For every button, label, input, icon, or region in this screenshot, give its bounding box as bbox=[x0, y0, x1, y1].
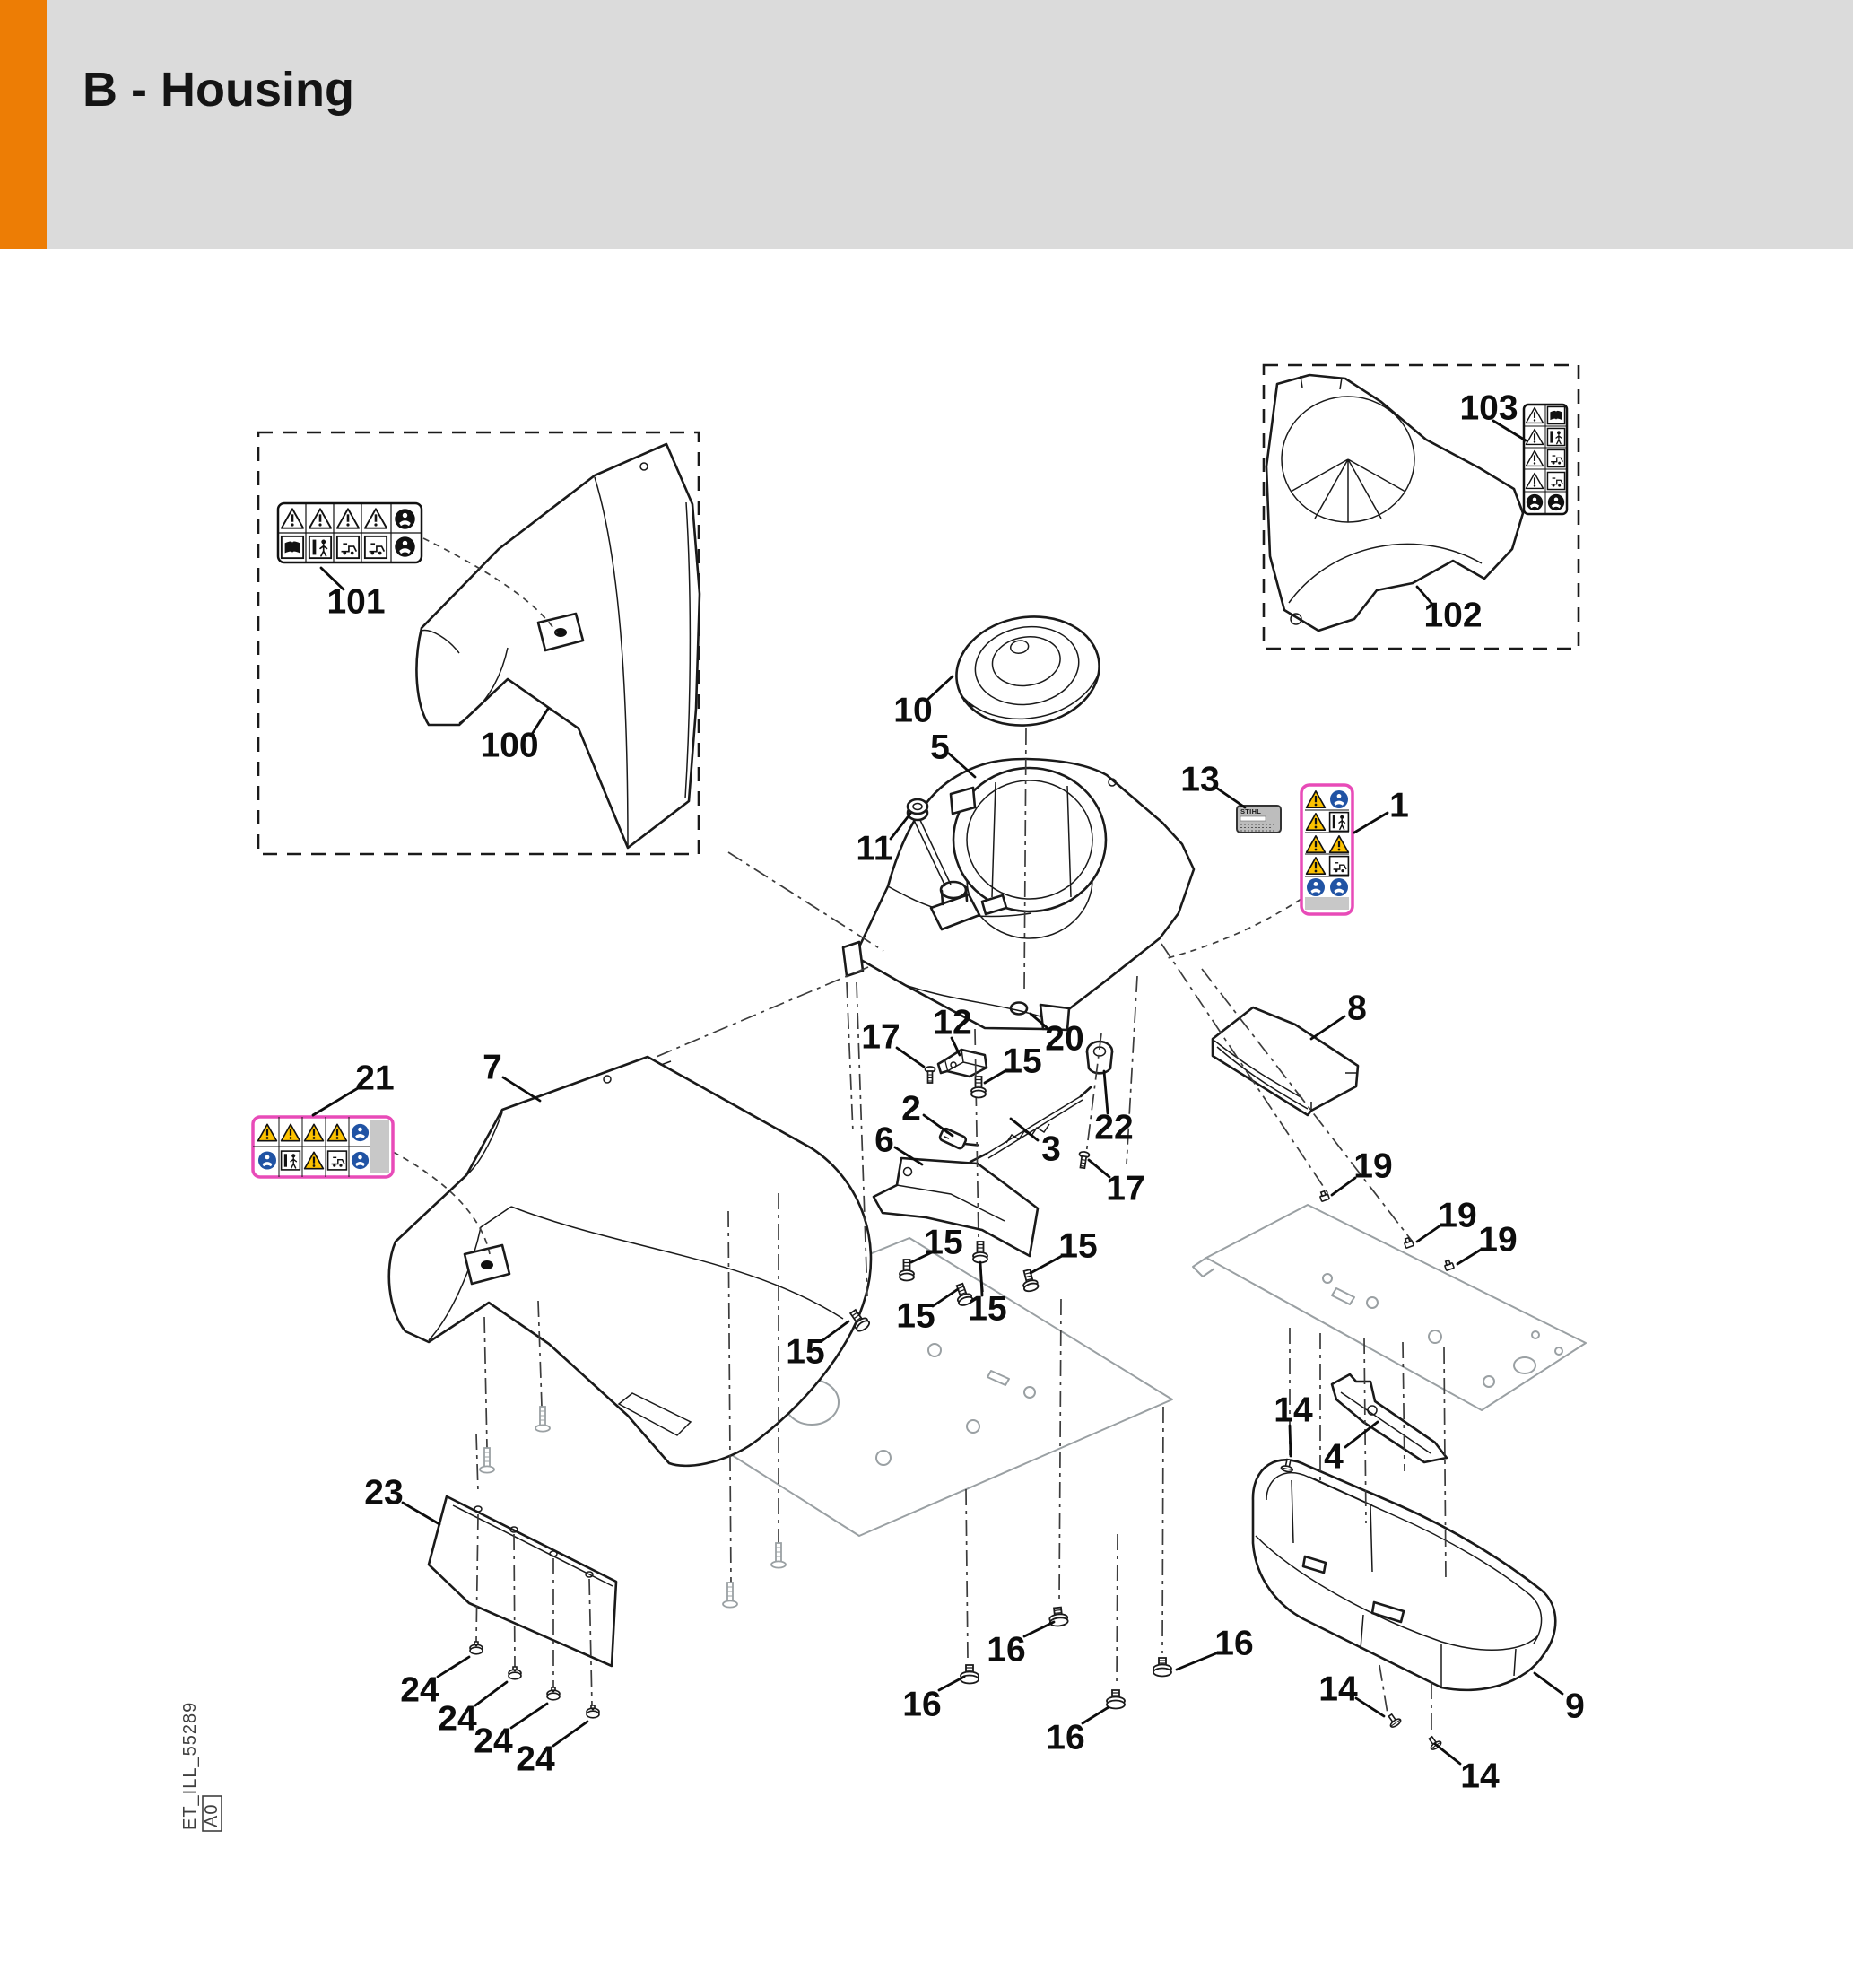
part-callout-6-9: 6 bbox=[874, 1120, 894, 1160]
part-callout-7-10: 7 bbox=[483, 1048, 502, 1087]
part-callout-15-23: 15 bbox=[896, 1296, 935, 1336]
part-callout-24-39: 24 bbox=[400, 1670, 439, 1710]
warning-label-1 bbox=[1301, 785, 1353, 914]
part-callout-24-40: 24 bbox=[438, 1699, 477, 1739]
callout-leader-24-41 bbox=[511, 1704, 547, 1728]
part-7-lower-housing bbox=[389, 1057, 871, 1466]
part-callout-16-26: 16 bbox=[987, 1630, 1026, 1670]
part-callout-2-5: 2 bbox=[901, 1089, 921, 1129]
callout-leader-24-40 bbox=[475, 1682, 507, 1705]
callout-leader-8-11 bbox=[1311, 1016, 1344, 1039]
callout-leader-24-39 bbox=[438, 1657, 469, 1677]
callout-leader-15-22 bbox=[1031, 1256, 1062, 1273]
callout-leader-7-10 bbox=[503, 1077, 540, 1101]
part-callout-16-28: 16 bbox=[1046, 1718, 1085, 1757]
callout-leader-16-29 bbox=[1177, 1653, 1216, 1670]
callout-leader-17-30 bbox=[897, 1048, 924, 1067]
header-accent-bar bbox=[0, 0, 47, 248]
part-callout-15-21: 15 bbox=[924, 1223, 963, 1262]
part-callout-12-15: 12 bbox=[933, 1003, 972, 1042]
part-callout-16-29: 16 bbox=[1214, 1624, 1254, 1663]
part-callout-11-14: 11 bbox=[856, 829, 893, 868]
callout-leader-4-7 bbox=[1345, 1422, 1378, 1447]
part-callout-19-32: 19 bbox=[1353, 1147, 1393, 1186]
part-callout-23-38: 23 bbox=[364, 1473, 404, 1513]
part-8-deflector bbox=[1213, 1007, 1358, 1115]
part-callout-14-17: 14 bbox=[1274, 1391, 1313, 1430]
warning-label-103 bbox=[1524, 405, 1567, 514]
callout-leader-16-26 bbox=[1024, 1622, 1054, 1636]
part-11-nut bbox=[908, 799, 927, 820]
callout-leader-2-5 bbox=[924, 1115, 953, 1136]
part-callout-3-6: 3 bbox=[1041, 1129, 1061, 1169]
rating-label-13 bbox=[1237, 806, 1281, 833]
part-callout-9-12: 9 bbox=[1565, 1687, 1585, 1726]
header-band bbox=[0, 0, 1853, 248]
page-header bbox=[0, 0, 1853, 248]
callout-leader-19-32 bbox=[1332, 1178, 1355, 1195]
callout-leader-24-42 bbox=[553, 1722, 587, 1746]
part-callout-22-37: 22 bbox=[1094, 1108, 1134, 1147]
callout-leader-19-34 bbox=[1457, 1250, 1481, 1264]
warning-label-101 bbox=[278, 503, 422, 562]
part-23-plate bbox=[429, 1496, 616, 1666]
part-callout-16-27: 16 bbox=[902, 1685, 942, 1724]
page-footer bbox=[180, 1702, 222, 1831]
part-callout-15-24: 15 bbox=[968, 1289, 1007, 1329]
part-callout-102-2: 102 bbox=[1423, 596, 1483, 635]
callout-leader-22-37 bbox=[1104, 1071, 1108, 1113]
callout-leader-9-12 bbox=[1535, 1673, 1562, 1694]
brand-text: STIHL bbox=[1240, 807, 1262, 815]
part-callout-103-3: 103 bbox=[1459, 388, 1518, 428]
part-callout-5-8: 5 bbox=[930, 728, 950, 767]
callout-leader-14-17 bbox=[1290, 1426, 1291, 1456]
part-3-rod-spring bbox=[970, 1087, 1091, 1162]
part-callout-24-42: 24 bbox=[516, 1740, 555, 1779]
callout-leader-14-18 bbox=[1356, 1698, 1384, 1716]
part-callout-14-18: 14 bbox=[1318, 1670, 1358, 1709]
callout-leader-16-27 bbox=[939, 1677, 964, 1690]
illustration-id: ET_ILL_55289 bbox=[180, 1701, 200, 1830]
part-100-housing bbox=[416, 444, 700, 848]
part-callout-100-0: 100 bbox=[480, 726, 539, 765]
part-callout-15-25: 15 bbox=[786, 1332, 825, 1372]
part-5-upper-housing bbox=[843, 759, 1194, 1030]
part-callout-14-19: 14 bbox=[1460, 1757, 1500, 1796]
part-callout-19-34: 19 bbox=[1478, 1220, 1518, 1260]
part-10-cap bbox=[949, 606, 1108, 736]
part-callout-19-33: 19 bbox=[1438, 1196, 1477, 1235]
page-title: B - Housing bbox=[83, 63, 354, 117]
part-12-switch bbox=[938, 1050, 987, 1077]
part-4-bracket bbox=[1332, 1374, 1447, 1462]
part-callout-24-41: 24 bbox=[474, 1722, 513, 1761]
part-9-tub bbox=[1253, 1460, 1555, 1690]
callout-leader-1-4 bbox=[1354, 813, 1388, 833]
callout-leader-14-19 bbox=[1435, 1744, 1460, 1764]
callout-leader-21-36 bbox=[313, 1088, 358, 1115]
part-callout-1-4: 1 bbox=[1389, 786, 1409, 825]
sheet-code: A0 bbox=[202, 1803, 222, 1827]
part-callout-4-7: 4 bbox=[1324, 1437, 1344, 1477]
callout-leader-19-33 bbox=[1417, 1225, 1440, 1242]
part-callout-13-16: 13 bbox=[1180, 760, 1220, 799]
part-callout-21-36: 21 bbox=[355, 1059, 395, 1098]
part-callout-20-35: 20 bbox=[1045, 1019, 1084, 1059]
callout-leader-16-28 bbox=[1083, 1707, 1109, 1723]
part-callout-8-11: 8 bbox=[1347, 989, 1367, 1028]
part-callout-17-31: 17 bbox=[1106, 1169, 1145, 1208]
callout-leader-13-16 bbox=[1216, 788, 1245, 807]
part-callout-15-22: 15 bbox=[1058, 1226, 1098, 1266]
callout-leader-23-38 bbox=[403, 1503, 439, 1524]
part-callout-15-20: 15 bbox=[1003, 1042, 1042, 1081]
chassis-plate-right bbox=[1193, 1205, 1586, 1410]
part-callout-10-13: 10 bbox=[893, 691, 933, 730]
part-callout-101-1: 101 bbox=[326, 582, 386, 622]
warning-label-21 bbox=[253, 1117, 393, 1177]
part-callout-17-30: 17 bbox=[861, 1017, 900, 1057]
